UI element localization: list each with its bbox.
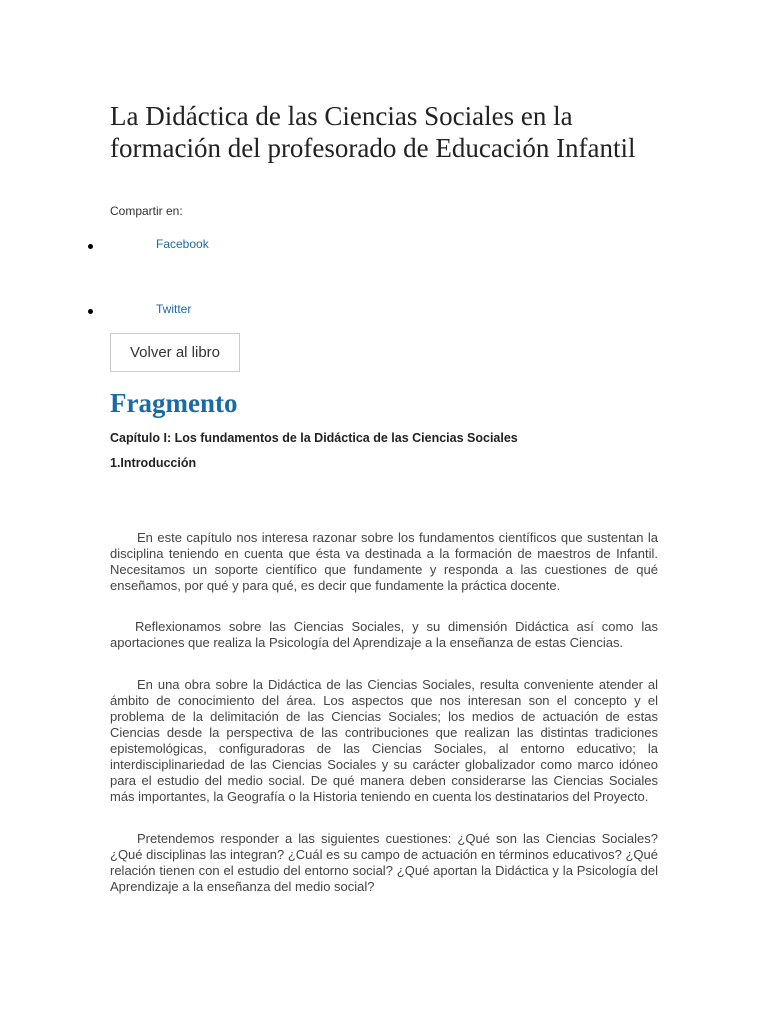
section-title: 1.Introducción [110,456,197,470]
back-to-book-button[interactable]: Volver al libro [110,333,240,372]
body-paragraph: En este capítulo nos interesa razonar sobre los fundamentos científicos que sustentan la disciplina teniendo en cuenta que ésta va destinada a la formación de maestros de Infantil. Necesitamos un soporte científico que fundamente y responda a las cuestiones de qué enseñamos, por qué y para qué, es decir que fundamente la práctica docente. [110,530,658,593]
chapter-title: Capítulo I: Los fundamentos de la Didáctica de las Ciencias Sociales [110,431,518,445]
body-paragraph: Reflexionamos sobre las Ciencias Sociales, y su dimensión Didáctica así como las aportaciones que realiza la Psicología del Aprendizaje a la enseñanza de estas Ciencias. [110,619,658,650]
body-paragraph: Pretendemos responder a las siguientes cuestiones: ¿Qué son las Ciencias Sociales? ¿Qué disciplinas las integran? ¿Cuál es su campo de actuación en términos educativos? ¿Qué relación tienen con el estudio del entorno social? ¿Qué aportan la Didáctica y la Psicología del Aprendizaje a la enseñanza del medio social? [110,831,658,894]
share-item-twitter [0,302,260,322]
bullet-icon [88,309,93,314]
bullet-icon [88,244,93,249]
share-label: Compartir en: [110,204,183,218]
fragment-heading: Fragmento [110,388,238,418]
twitter-share-link[interactable]: Twitter [156,302,192,316]
share-item-facebook [0,237,260,257]
body-paragraph: En una obra sobre la Didáctica de las Ciencias Sociales, resulta conveniente atender al ámbito de conocimiento del área. Los aspectos que nos interesan son el concepto y el problema de la delimitación de las Ciencias Sociales; los medios de actuación de estas Ciencias desde la perspectiva de las contribuciones que realizan las distintas tradiciones epistemológicas, configuradoras de las Ciencias Sociales, al entorno educativo; la interdisciplinariedad de las Ciencias Sociales y su carácter globalizador como marco idóneo para el estudio del medio social. De qué manera deben considerarse las Ciencias Sociales más importantes, la Geografía o la Historia teniendo en cuenta los destinatarios del Proyecto. [110,677,658,804]
facebook-share-link[interactable]: Facebook [156,237,209,251]
page-title: La Didáctica de las Ciencias Sociales en la formación del profesorado de Educación Infantil [110,101,636,163]
